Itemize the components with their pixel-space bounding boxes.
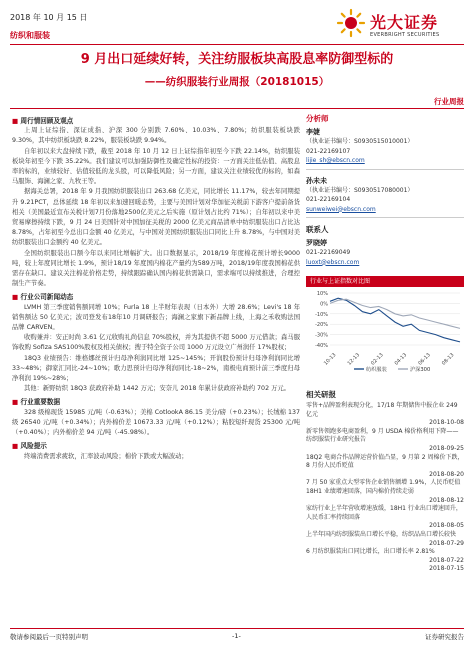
index-comparison-chart	[306, 276, 464, 376]
analyst-card	[306, 176, 464, 219]
body-paragraph: 上周上证综指、深证成指、沪深 300 分别跌 7.60%、10.03%、7.80%；纺织服装板块跌 9.30%，其中纺织板块跌 8.22%，服装板块跌 9.94%。	[12, 127, 300, 145]
x-tick-label: 12-13	[346, 352, 362, 367]
x-tick-label: 06-13	[417, 352, 432, 367]
body-paragraph: 据海关总署，2018 年 9 月我国纺织服装出口 263.68 亿美元，同比增长 11.17%，较去年同期提升 9.21PCT，总体延续 18 年初以来加速回暖态势，主要与美国计划对华加征关税前下游客户提前备货相关（美国最近宣布关税计划7月份落地2500亿美元之后实施（原计划占比约 71%）；自年初以来中美贸易摩擦持续下跌，9 月 24 日美国针对中国加征关税的 2000 亿美元商品清单中纺织服装出口占比达 8.78%，占年初至今总出口金额 40 亿美元，与中国对美国纺织服装出口同比上升 8.78%，与中国对美纺织服装出口金额约 40 亿美元。	[12, 188, 300, 247]
related-report-date: 2018-07-22	[429, 556, 464, 564]
body-paragraph: LVMH 第三季度销售额同增 10%；Furla 18 上半财年表现（日本外）大增 28.6%；Levi's 18 年销售额达 50 亿美元；波司登发布18年10 月调研报告；海澜之家旗下新品牌上线，上海之禾收购法国品牌 CARVEN。	[12, 303, 300, 332]
y-tick-label: 0%	[320, 301, 328, 308]
section-heading-text: 周行情回顾及观点	[20, 117, 74, 125]
related-report-item[interactable]: 7 月 50 家重点大型零售企业销售额增 1.9%，人民币贬值 18H1 业绩增速回落，国内棉价持续走弱	[306, 479, 461, 495]
contacts-heading: 联系人	[306, 225, 329, 234]
contact-list	[306, 238, 464, 267]
analyst-email[interactable]: sunweiwei@ebscn.com	[306, 205, 376, 213]
analyst-cert: （执业证书编号：S0930517080001）	[306, 186, 414, 194]
related-report-item[interactable]: 家纺行业上半年营收增速放缓，18H1 行业出口增速回升，人民币汇率持续回落	[306, 505, 462, 521]
analyst-phone: 021-22169104	[306, 196, 351, 203]
footer-disclaimer: 敬请参阅最后一页特别声明	[10, 633, 88, 641]
analyst-card	[306, 127, 464, 170]
analyst-divider	[306, 169, 464, 170]
section-marker-icon: ■	[12, 398, 21, 407]
report-sector: 纺织和服装	[10, 31, 50, 40]
section-heading-text: 行业重要数据	[20, 398, 61, 407]
footer-label: 证券研究报告	[425, 633, 464, 641]
header-divider	[10, 44, 464, 45]
analysts-heading: 分析师	[306, 114, 329, 123]
y-tick-label: 10%	[316, 291, 328, 297]
related-report-date: 2018-07-29	[429, 539, 464, 547]
section-heading	[12, 441, 300, 451]
body-paragraph: 收购兼并：安正时尚 3.61 亿元收购礼尚信息 70%股权，并为其提供不超 5000 万元借款；森马服饰收购 Sofiza SAS100%股权及相关债权；搜于特全资子公司 1000 万元设立广州润仟 17%股权；	[12, 334, 300, 352]
y-tick-label: -20%	[315, 322, 328, 329]
related-report-list	[306, 402, 464, 574]
analyst-phone: 021-22169107	[306, 147, 351, 155]
body-paragraph: 全国纺织服装出口额今年以来同比增幅扩大。出口数据显示，2018/19 年度棉花预计增长9000吨，较上年度同比增长 1.9%，预计18/19 年度国内棉花产量约为589万吨，2018/19年度我国棉花供需存在缺口。建议关注棉花价格走势，持续跟踪确认国内棉花供需缺口，需求端可以持续推进，合理控制生产节奏。	[12, 249, 300, 288]
related-report-date: 2018-08-12	[429, 496, 464, 504]
brand-name-cn: 光大证券	[370, 13, 439, 32]
sun-logo-icon	[336, 8, 366, 38]
x-tick-label: 08-13	[440, 352, 456, 367]
related-report-date: 2018-10-08	[429, 419, 464, 427]
related-report-date: 2018-08-05	[429, 522, 464, 530]
x-tick-label: 10-13	[322, 352, 338, 367]
section-marker-icon: ■	[12, 293, 21, 302]
report-date: 2018 年 10 月 15 日	[10, 13, 88, 22]
body-paragraph: 自年初以来大盘持续下跌，截至 2018 年 10 月 12 日上证综指年初至今下跌 22.14%，纺织服装板块年初至今下跌 35.22%。我们建议可以加强防御性及确定性标的投资：一方面关注低估值、高股息率的标的，业绩较好、估值较低的龙头股，可以降低风险；另一方面，建议关注业绩较优的标的，如森马服饰、海澜之家、九牧王等。	[12, 147, 300, 186]
section-heading-text: 风险提示	[20, 442, 47, 451]
section-marker-icon: ■	[12, 117, 21, 125]
y-tick-label: -30%	[315, 332, 328, 339]
y-tick-label: -10%	[315, 311, 328, 318]
related-report-item[interactable]: 18Q2 电商合作品牌运营价值凸显，9 月第 2 周棉价下跌，8 月份人民币贬值	[306, 453, 464, 470]
related-report-date: 2018-07-15	[429, 565, 464, 573]
section-heading-text: 行业公司新闻动态	[20, 293, 74, 302]
report-type-tag: 行业周报	[434, 97, 464, 106]
body-paragraph: 328 级棉现货 15985 元/吨（-0.63%）；美棉 CotlookA 86.15 美分/磅（+0.23%）；长绒棉 137 级 26540 元/吨（+0.34%）；内外棉价差 10673.33 元/吨（+0.12%）；粘胶短纤现货 25300 元/吨（+0.40%）；内外棉价差 94 元/吨（-45.98%）。	[12, 408, 300, 437]
contact-name: 罗晓婷	[306, 239, 327, 247]
analyst-name: 李婕	[306, 128, 320, 136]
related-report-date: 2018-09-25	[429, 444, 464, 452]
chart-title: 行业与上证指数对比图	[306, 276, 464, 287]
report-body	[12, 113, 300, 621]
x-tick-label: 02-13	[370, 352, 385, 367]
analyst-list	[306, 127, 464, 218]
section-marker-icon: ■	[12, 442, 21, 451]
analyst-email[interactable]: lijie_sh@ebscn.com	[306, 157, 365, 164]
title-divider	[10, 108, 464, 109]
contact-email[interactable]: luoxt@ebscn.com	[306, 258, 360, 266]
brand-name-en: EVERBRIGHT SECURITIES	[370, 32, 440, 38]
legend-label: 沪深300	[410, 367, 431, 373]
related-reports	[306, 389, 464, 574]
footer-divider	[10, 628, 464, 629]
related-report-item[interactable]: 上半年国内纺织服装出口增长平稳，纺织品出口增长较快	[306, 530, 457, 538]
x-tick-label: 04-13	[393, 352, 409, 367]
y-tick-label: -40%	[315, 343, 328, 349]
analyst-cert: （执业证书编号：S0930515010001）	[306, 138, 414, 145]
related-report-item[interactable]: 零售+品牌盈利表现分化，17/18 年期储售中报企业 249 亿元	[306, 402, 458, 418]
body-paragraph: 其他：新野纺织 18Q3 获政府补助 1442 万元；安奈儿 2018 年累计获政府补助约 702 万元。	[24, 385, 290, 393]
section-heading	[12, 292, 300, 302]
report-title: 9 月出口延续好转，关注纺服板块高股息率防御型标的	[80, 52, 394, 67]
contact-card	[306, 238, 464, 267]
analyst-name: 孙未未	[306, 176, 327, 185]
page-number: -1-	[232, 632, 241, 640]
report-subtitle: ——纺织服装行业周报（20181015）	[144, 76, 330, 88]
related-report-date: 2018-08-20	[429, 470, 464, 478]
section-heading	[12, 397, 300, 407]
contact-phone: 021-22169049	[306, 249, 351, 256]
legend-label: 纺织服装	[366, 367, 387, 373]
related-reports-heading: 相关研报	[306, 390, 336, 399]
analyst-divider	[306, 217, 464, 218]
series-line	[330, 298, 460, 342]
related-report-item[interactable]: 新零售领跑多电商盈利，9 月 USDA 棉价格利用下降——纺织服装行业研究报告	[306, 427, 459, 444]
section-heading	[12, 116, 300, 126]
body-paragraph: 终端消费需求疲软，汇率波动风险；棉价下跌或大幅波动；	[24, 452, 188, 460]
chart-plot	[306, 287, 464, 376]
brand-logo-block	[336, 8, 464, 46]
related-report-item[interactable]: 6 月纺织服装出口同比增长，出口增长率 2.81%	[306, 548, 435, 556]
body-paragraph: 18Q3 业绩预告：维格娜丝预计归母净利润同比增 125~145%；开润股份预计归母净利润同比增 33~48%；御家汇同比-24~10%；歌力思预计归母净利润同比-18~2%，南极电商预计前三季度归母净利润 19%~28%；	[12, 354, 300, 383]
